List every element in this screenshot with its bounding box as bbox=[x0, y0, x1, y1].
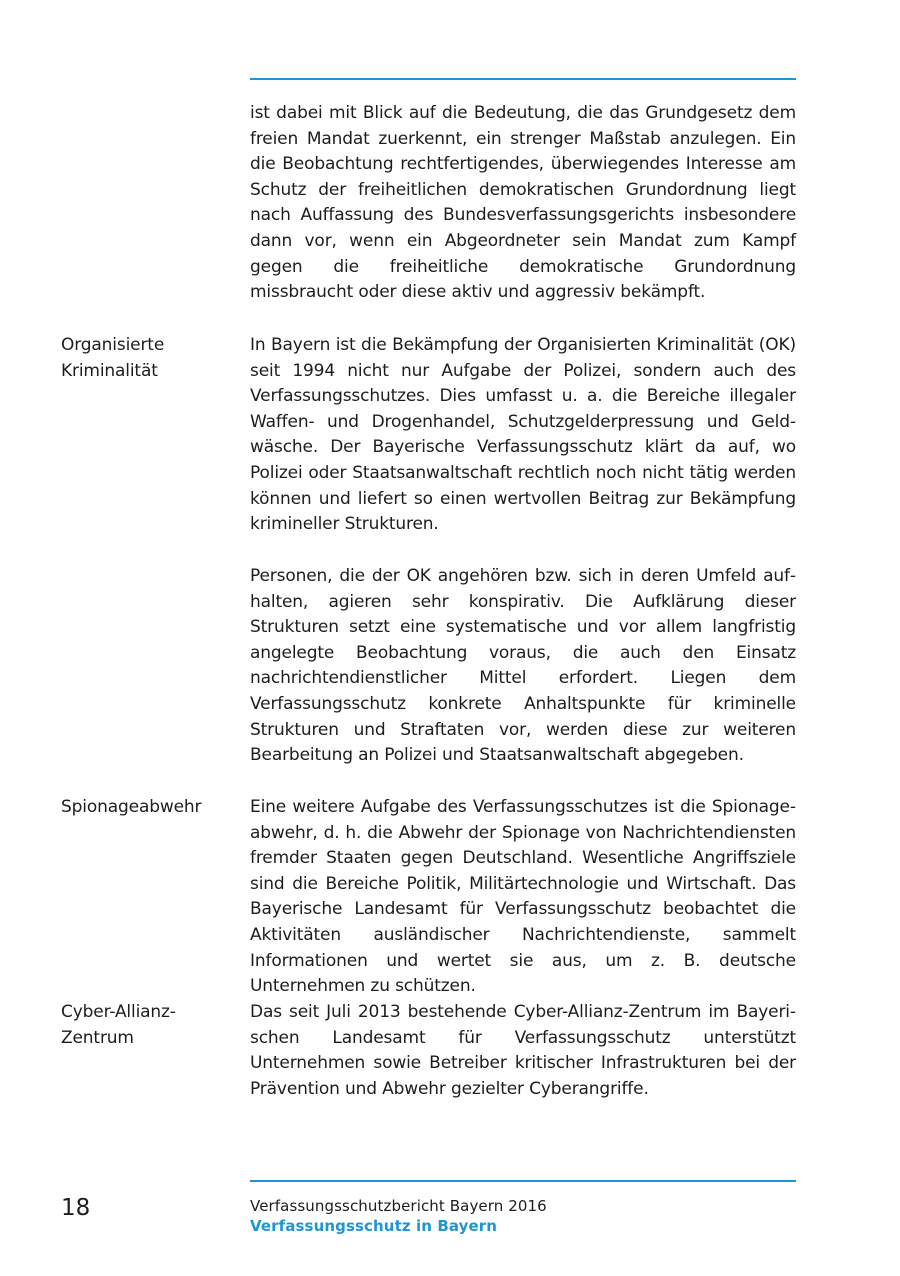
section-label-cyber-allianz-zentrum: Cyber-Allianz-Zentrum bbox=[61, 1002, 176, 1048]
paragraph-ok-1: In Bayern ist die Bekämpfung der Organisierten Kriminalität (OK) seit 1994 nicht nur Aufgabe der Polizei, sondern auch des Verfassungsschutzes. Dies umfasst u. a. die Bereiche illegaler Waffen- und Drogenhandel, Schutzgelderpressung und Geldwäsche. Der Bayerische Verfassungsschutz klärt da auf, wo Polizei oder Staatsanwaltschaft rechtlich noch nicht tätig werden können und liefert so einen wertvollen Beitrag zur Bekämpfung krimineller Strukturen. bbox=[250, 335, 796, 535]
section-label-organisierte-kriminalitaet: Organisierte Kriminalität bbox=[61, 335, 165, 381]
footer-rule bbox=[250, 1180, 796, 1182]
paragraph-ok-2: Personen, die der OK angehören bzw. sich in deren Umfeld aufhalten, agieren sehr konspirativ. Die Aufklärung dieser Strukturen setzt eine systematische und vor allem langfristig angelegte Beobachtung voraus, die auch den Einsatz nachrichtendienstlicher Mittel erfordert. Liegen dem Verfassungsschutz konkrete Anhaltspunkte für kriminelle Strukturen und Straftaten vor, werden diese zur weiteren Bearbeitung an Polizei und Staatsanwaltschaft abgegeben. bbox=[250, 566, 796, 766]
section-label-spionageabwehr: Spionageabwehr bbox=[61, 797, 202, 817]
footer-title: Verfassungsschutzbericht Bayern 2016 bbox=[250, 1197, 547, 1215]
footer-subtitle: Verfassungsschutz in Bayern bbox=[250, 1217, 498, 1235]
page-number: 18 bbox=[61, 1195, 91, 1221]
header-rule bbox=[250, 78, 796, 80]
paragraph-continuation: ist dabei mit Blick auf die Bedeutung, die das Grundgesetz dem freien Mandat zuerkennt, ein strenger Maßstab anzulegen. Ein die Beobachtung rechtfertigendes, überwiegendes Interesse am Schutz der freiheitlichen demokratischen Grundordnung liegt nach Auffassung des Bundesverfassungsgerichts insbesondere dann vor, wenn ein Abgeordneter sein Mandat zum Kampf gegen die freiheitliche demokratische Grundordnung missbraucht oder diese aktiv und aggressiv bekämpft. bbox=[250, 103, 796, 303]
paragraph-cyber-allianz: Das seit Juli 2013 bestehende Cyber-Allianz-Zentrum im Bayerischen Landesamt für Verfassungsschutz unterstützt Unternehmen sowie Betreiber kritischer Infrastrukturen bei der Prävention und Abwehr gezielter Cyberangriffe. bbox=[250, 1002, 796, 1099]
paragraph-spionageabwehr: Eine weitere Aufgabe des Verfassungsschutzes ist die Spionageabwehr, d. h. die Abwehr der Spionage von Nachrichtendiensten fremder Staaten gegen Deutschland. Wesentliche Angriffsziele sind die Bereiche Politik, Militärtechnologie und Wirtschaft. Das Bayerische Landesamt für Verfassungsschutz beobachtet die Aktivitäten ausländischer Nachrichtendienste, sammelt Informationen und wertet sie aus, um z. B. deutsche Unternehmen zu schützen. bbox=[250, 797, 796, 997]
